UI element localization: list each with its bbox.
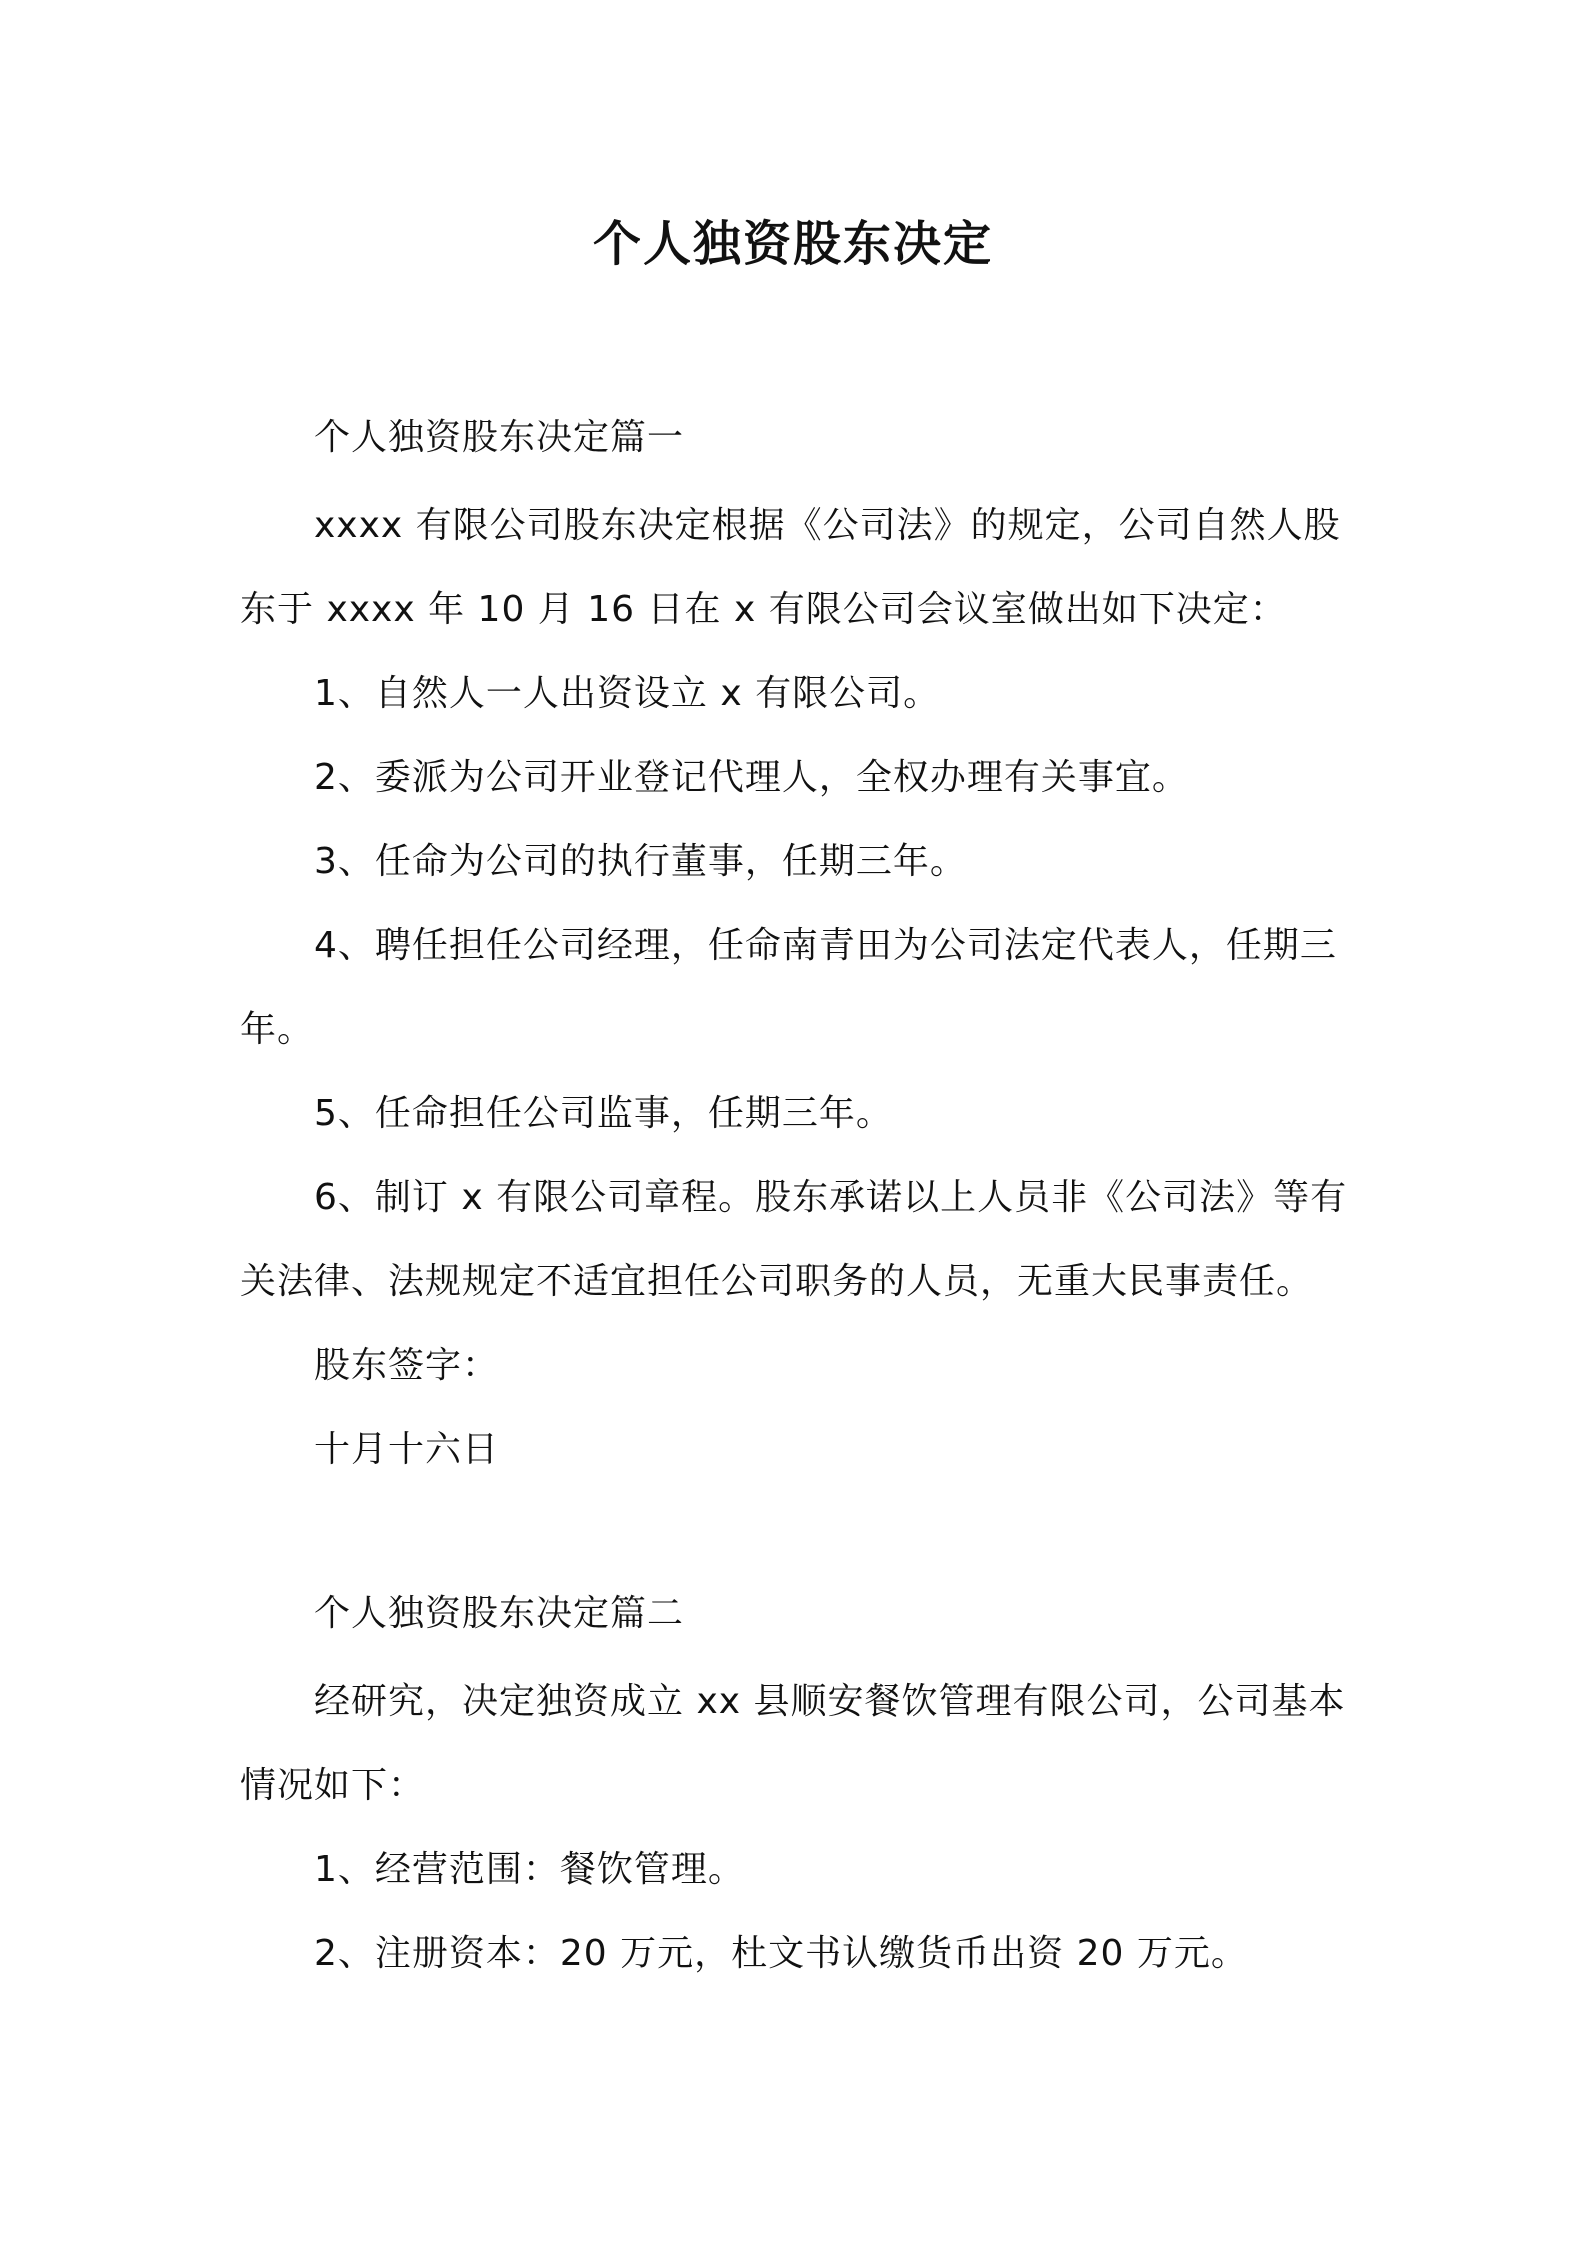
section2-intro: 经研究，决定独资成立 xx 县顺安餐饮管理有限公司，公司基本情况如下： (240, 1681, 1346, 1806)
section1-item-6: 6、制订 x 有限公司章程。股东承诺以上人员非《公司法》等有关法律、法规规定不适宜担任公司职务的人员，无重大民事责任。 (240, 1177, 1348, 1302)
section1-item-4: 4、聘任担任公司经理，任命南青田为公司法定代表人，任期三年。 (240, 925, 1337, 1050)
signature-label: 股东签字： (314, 1345, 500, 1386)
section2-item-1: 1、经营范围：餐饮管理。 (314, 1849, 745, 1890)
section1-item-5: 5、任命担任公司监事，任期三年。 (314, 1093, 893, 1134)
section1-item-1: 1、自然人一人出资设立 x 有限公司。 (314, 673, 941, 714)
section1-item-3: 3、任命为公司的执行董事，任期三年。 (314, 841, 967, 882)
signature-date: 十月十六日 (314, 1429, 500, 1470)
section2-item-2: 2、注册资本：20 万元，杜文书认缴货币出资 20 万元。 (314, 1933, 1248, 1974)
document-title: 个人独资股东决定 (592, 216, 993, 272)
section1-heading: 个人独资股东决定篇一 (314, 417, 685, 458)
section1-item-2: 2、委派为公司开业登记代理人，全权办理有关事宜。 (314, 757, 1189, 798)
section1-intro: xxxx 有限公司股东决定根据《公司法》的规定，公司自然人股东于 xxxx 年 10 月 16 日在 x 有限公司会议室做出如下决定： (240, 505, 1341, 630)
section2-heading: 个人独资股东决定篇二 (314, 1593, 685, 1634)
